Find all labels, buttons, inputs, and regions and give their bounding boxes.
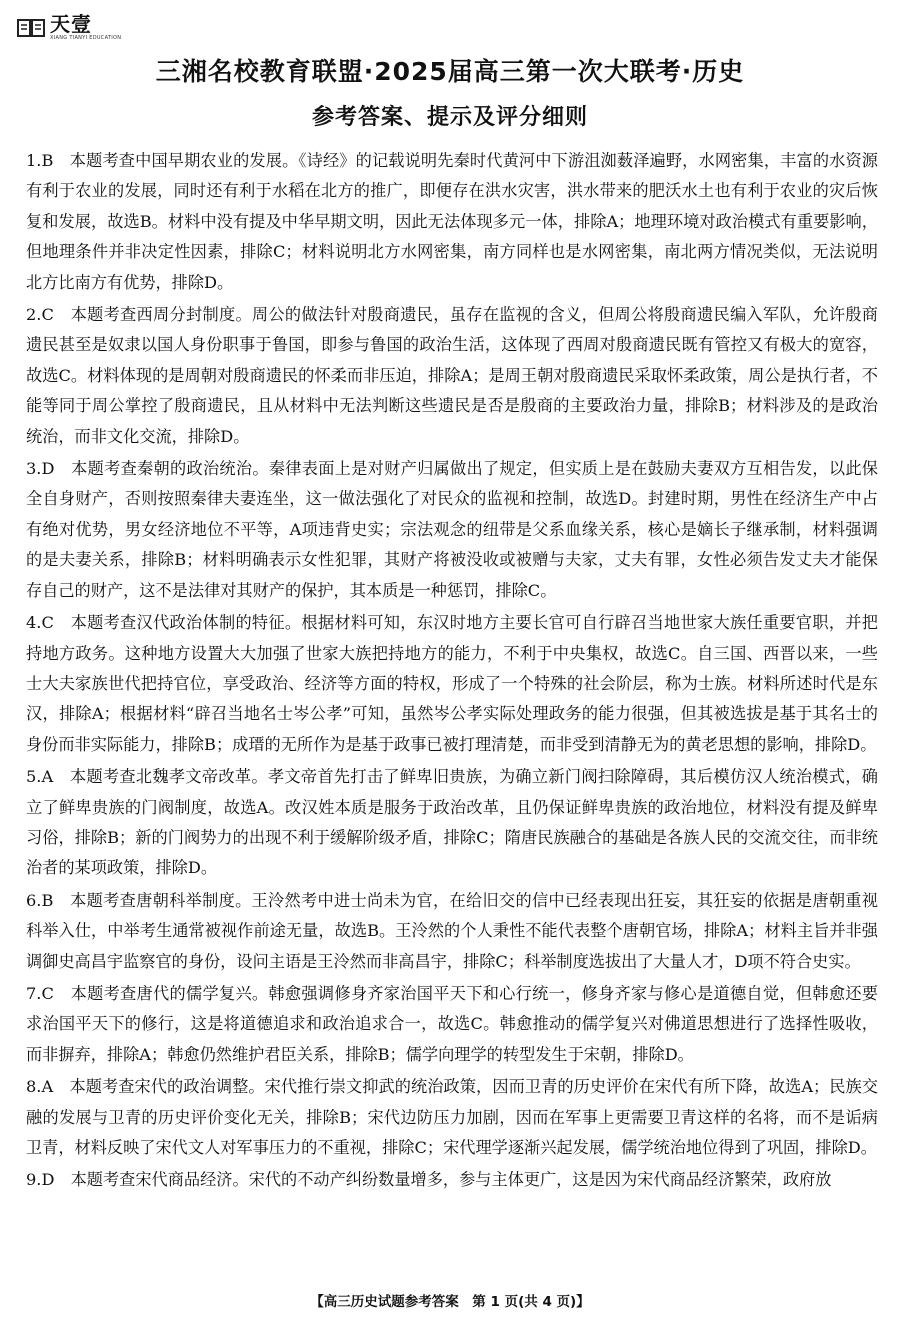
answer-item: 1.B 本题考查中国早期农业的发展。《诗经》的记载说明先秦时代黄河中下游沮洳薮泽遍野，水网密集，丰富的水资源有利于农业的发展，同时还有利于水稻在北方的推广，即便存在洪水灾害，洪水带来的肥沃水土也有利于农业的灾后恢复和发展，故选B。材料中没有提及中华早期文明，因此无法体现多元一体，排除A；地理环境对政治模式有重要影响，但地理条件并非决定性因素，排除C；材料说明北方水网密集，南方同样也是水网密集，南北两方情况类似，无法说明北方比南方有优势，排除D。	[26, 151, 878, 292]
logo-subtext: XIANG TIANYI EDUCATION	[50, 35, 122, 41]
logo-book-icon	[16, 17, 46, 39]
answer-item: 5.A 本题考查北魏孝文帝改革。孝文帝首先打击了鲜卑旧贵族，为确立新门阀扫除障碍，其后模仿汉人统治模式，确立了鲜卑贵族的门阀制度，故选A。改汉姓本质是服务于政治改革，且仍保证鲜卑贵族的政治地位，材料没有提及鲜卑习俗，排除B；新的门阀势力的出现不利于缓解阶级矛盾，排除C；隋唐民族融合的基础是各族人民的交流交往，而非统治者的某项政策，排除D。	[26, 767, 878, 878]
answer-item: 3.D 本题考查秦朝的政治统治。秦律表面上是对财产归属做出了规定，但实质上是在鼓励夫妻双方互相告发，以此保全自身财产，否则按照秦律夫妻连坐，这一做法强化了对民众的监视和控制，故选D。封建时期，男性在经济生产中占有绝对优势，男女经济地位不平等，A项违背史实；宗法观念的纽带是父系血缘关系，核心是嫡长子继承制，材料强调的是夫妻关系，排除B；材料明确表示女性犯罪，其财产将被没收或被赠与夫家，丈夫有罪，女性必须告发丈夫才能保存自己的财产，这不是法律对其财产的保护，其本质是一种惩罚，排除C。	[26, 459, 878, 600]
answer-item: 8.A 本题考查宋代的政治调整。宋代推行崇文抑武的统治政策，因而卫青的历史评价在宋代有所下降，故选A；民族交融的发展与卫青的历史评价变化无关，排除B；宋代边防压力加剧，因而在军事上更需要卫青这样的名将，而不是诟病卫青，材料反映了宋代文人对军事压力的不重视，排除C；宋代理学逐渐兴起发展，儒学统治地位得到了巩固，排除D。	[26, 1077, 878, 1157]
answer-list	[26, 146, 878, 1198]
answer-item: 7.C 本题考查唐代的儒学复兴。韩愈强调修身齐家治国平天下和心行统一，修身齐家与修心是道德自觉，但韩愈还要求治国平天下的修行，这是将道德追求和政治追求合一，故选C。韩愈推动的儒学复兴对佛道思想进行了选择性吸收，而非摒弃，排除A；韩愈仍然维护君臣关系，排除B；儒学向理学的转型发生于宋朝，排除D。	[26, 983, 878, 1064]
page-subtitle: 参考答案、提示及评分细则	[311, 105, 588, 130]
answer-item: 9.D 本题考查宋代商品经济。宋代的不动产纠纷数量增多，参与主体更广，这是因为宋代商品经济繁荣，政府放	[26, 1170, 832, 1190]
answer-item: 2.C 本题考查西周分封制度。周公的做法针对殷商遗民，虽存在监视的含义，但周公将殷商遗民编入军队，允许殷商遗民甚至是奴隶以国人身份职事于鲁国，即参与鲁国的政治生活，这体现了西周对殷商遗民既有管控又有极大的宽容，故选C。材料体现的是周朝对殷商遗民的怀柔而非压迫，排除A；是周王朝对殷商遗民采取怀柔政策，周公是执行者，不能等同于周公掌控了殷商遗民，且从材料中无法判断这些遗民是否是殷商的主要政治力量，排除B；材料涉及的是政治统治，而非文化交流，排除D。	[26, 305, 878, 446]
answer-item: 6.B 本题考查唐朝科举制度。王泠然考中进士尚未为官，在给旧交的信中已经表现出狂妄，其狂妄的依据是唐朝重视科举入仕，中举考生通常被视作前途无量，故选B。王泠然的个人秉性不能代表整个唐朝官场，排除A；材料主旨并非强调御史高昌宇监察官的身份，设问主语是王泠然而非高昌宇，排除C；科举制度选拔出了大量人才，D项不符合史实。	[26, 890, 878, 971]
publisher-logo	[16, 14, 121, 41]
page-title: 三湘名校教育联盟·2025届高三第一次大联考·历史	[155, 57, 745, 86]
logo-brand: 天壹	[50, 12, 92, 36]
answer-item: 4.C 本题考查汉代政治体制的特征。根据材料可知，东汉时地方主要长官可自行辟召当地世家大族任重要官职，并把持地方政务。这种地方设置大大加强了世家大族把持地方的能力，不利于中央集权，故选C。自三国、西晋以来，一些士大夫家族世代把持官位，享受政治、经济等方面的特权，形成了一个特殊的社会阶层，称为士族。材料所述时代是东汉，排除A；根据材料“辟召当地名士岑公孝”可知，虽然岑公孝实际处理政务的能力很强，但其被选拔是基于其名士的身份而非实际能力，排除B；成瑨的无所作为是基于政事已被打理清楚，而非受到清静无为的黄老思想的影响，排除D。	[26, 613, 878, 754]
page-footer: 【高三历史试题参考答案 第 1 页(共 4 页)】	[310, 1294, 590, 1310]
